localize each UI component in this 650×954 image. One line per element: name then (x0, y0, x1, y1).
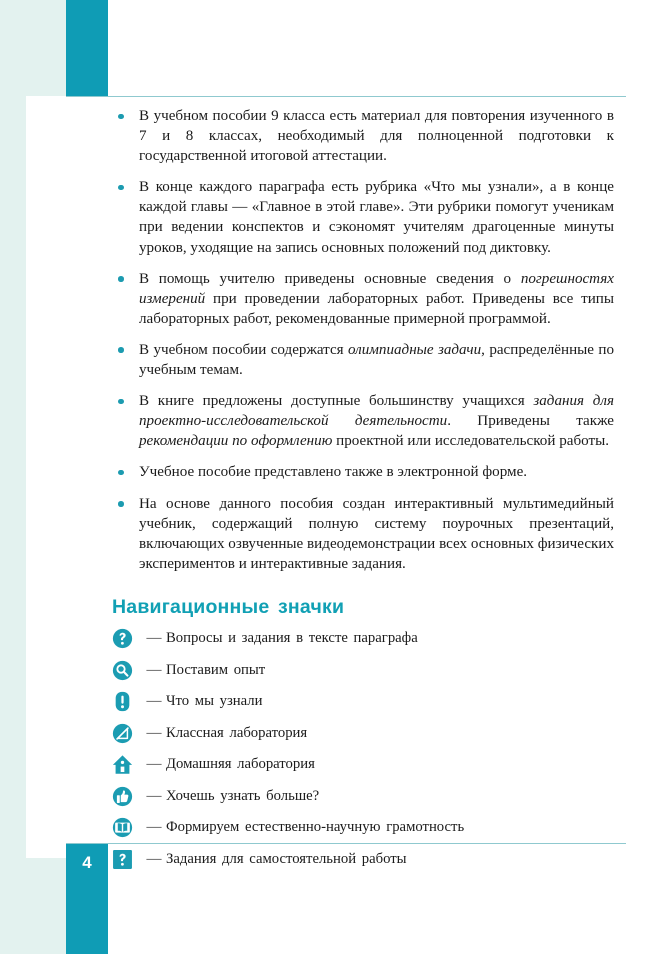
page-number: 4 (82, 853, 92, 872)
question-circle-icon (112, 628, 142, 649)
nav-icon-row (112, 749, 614, 781)
body-text: В учебном пособии содержатся (139, 341, 348, 358)
exclamation-badge-icon (112, 691, 142, 712)
nav-icon-dash: — (146, 724, 162, 741)
nav-icon-dash: — (146, 630, 162, 647)
top-margin-notch (26, 0, 66, 96)
body-text: . Приведены также (447, 413, 614, 430)
question-square-icon (112, 849, 142, 870)
bullet-electronic-form (112, 462, 614, 482)
emphasis-text: задания для проектно-исследовательской деятельности (139, 393, 614, 430)
open-book-circle-icon (112, 817, 142, 838)
nav-icon-dash: — (146, 661, 162, 678)
bullet-rubrics (112, 177, 614, 257)
body-text: В конце каждого параграфа есть рубрика «Что мы узнали», а в конце каждой главы — «Главное в этой главе». Эти рубрики помогут ученикам при ведении конспектов и сэкономят учителям драгоценные минуты уроков, уходящие на запись основных положений под диктовку. (139, 179, 614, 256)
nav-icon-label: Домашняя лаборатория (166, 756, 315, 773)
nav-icon-dash: — (146, 693, 162, 710)
nav-icon-dash: — (146, 756, 162, 773)
nav-icon-row (112, 623, 614, 655)
nav-icon-label: Классная лаборатория (166, 724, 308, 741)
body-text: В учебном пособии 9 класса есть материал для повторения изученного в 7 и 8 классах, необходимый для полноценной подготовки к государственной итоговой аттестации. (139, 108, 614, 165)
header-accent-bar (66, 0, 108, 96)
emphasis-text: погрешностях измерений (139, 270, 614, 307)
nav-icon-list (112, 623, 614, 875)
body-text: На основе данного пособия создан интерактивный мультимедийный учебник, содержащий полную систему поурочных презентаций, включающих озвученные видеодемонстрации всех основных физических экспериментов и интерактивные задания. (139, 495, 614, 572)
bullet-multimedia-textbook (112, 494, 614, 574)
bullet-olympiad-tasks (112, 340, 614, 380)
body-text: В книге предложены доступные большинству учащихся (139, 393, 534, 410)
bottom-margin-notch (26, 858, 66, 954)
body-text: В помощь учителю приведены основные сведения о (139, 270, 521, 287)
house-icon (112, 754, 142, 775)
body-text: Учебное пособие представлено также в электронной форме. (139, 464, 528, 481)
nav-icon-dash: — (146, 850, 162, 867)
ruler-circle-icon (112, 723, 142, 744)
nav-icon-dash: — (146, 819, 162, 836)
nav-icon-row (112, 812, 614, 844)
nav-icon-label: Поставим опыт (166, 661, 266, 678)
nav-icon-label: Формируем естественно-научную грамотность (166, 819, 465, 836)
nav-icon-dash: — (146, 787, 162, 804)
bullet-repetition-material (112, 106, 614, 166)
thumbs-up-circle-icon (112, 786, 142, 807)
nav-icon-row (112, 654, 614, 686)
emphasis-text: олимпиадные задачи (347, 341, 482, 358)
nav-icon-row (112, 686, 614, 718)
footer-rule (66, 843, 626, 844)
nav-icon-label: Задания для самостоятельной работы (166, 850, 407, 867)
body-text: проектной или исследовательской работы. (332, 433, 609, 450)
emphasis-text: рекомендации по оформлению (139, 433, 333, 450)
bullet-measurement-errors (112, 269, 614, 329)
body-text: , распределённые по учебным темам. (139, 341, 614, 379)
header-rule (66, 96, 626, 97)
nav-icons-heading: Навигационные значки (112, 595, 345, 618)
bullet-project-activity (112, 391, 614, 451)
nav-icon-row (112, 780, 614, 812)
nav-icon-row (112, 717, 614, 749)
page-gutter (0, 0, 26, 954)
feature-bullet-list (112, 106, 614, 574)
magnifier-circle-icon (112, 660, 142, 681)
page-content (112, 106, 614, 875)
nav-icon-label: Вопросы и задания в тексте параграфа (166, 630, 418, 647)
body-text: при проведении лабораторных работ. Приведены все типы лабораторных работ, рекомендованные примерной программой. (139, 290, 614, 327)
nav-icon-row (112, 843, 614, 875)
nav-icon-label: Что мы узнали (166, 693, 263, 710)
nav-icon-label: Хочешь узнать больше? (166, 787, 320, 804)
